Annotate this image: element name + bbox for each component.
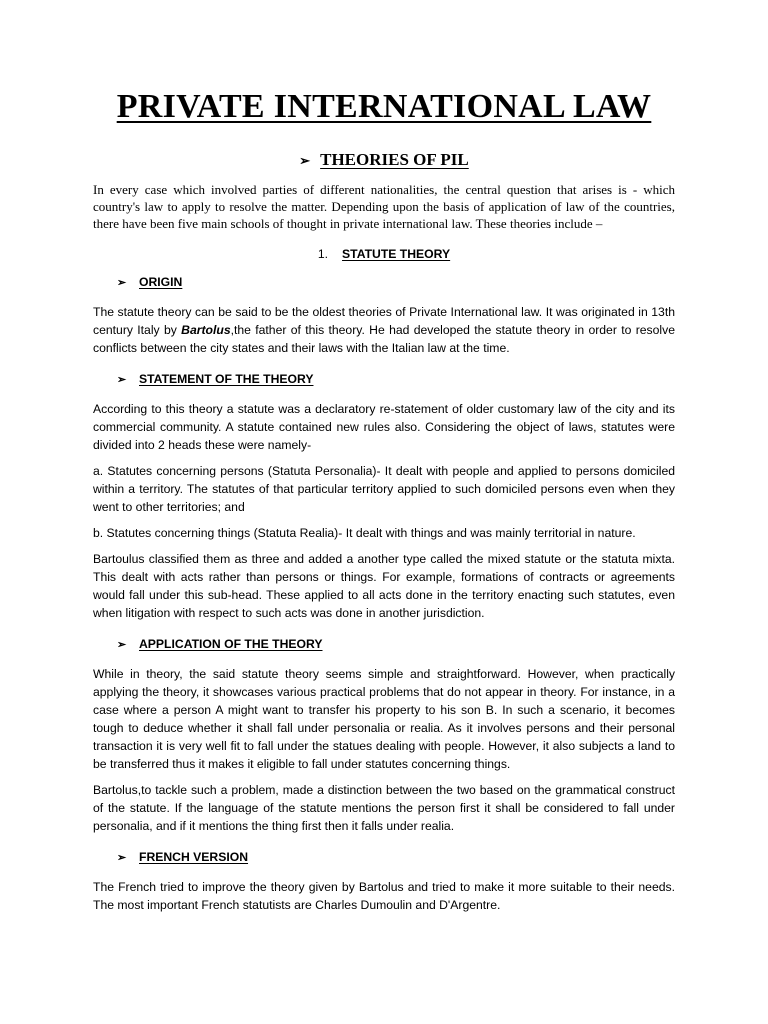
arrow-bullet-icon: ➢: [117, 852, 127, 864]
application-paragraph-1: While in theory, the said statute theory seems simple and straightforward. However, when practically applying the theory, it showcases various practical problems that do not appear in theory. For instance, in a case where a person A might want to transfer his property to his son B. In such a scenario, it becomes tough to deduce whether it shall fall under personalia or realia. As it involves persons and their personal transaction it is very well fit to fall under the statues dealing with people. However, it also subjects a land to be transferred thus it makes it eligible to fall under statutes concerning things.: [93, 667, 675, 771]
theories-heading: [93, 150, 675, 171]
section-statute-theory-heading: [93, 246, 675, 262]
origin-paragraph: [93, 303, 675, 357]
arrow-bullet-icon: ➢: [117, 639, 127, 651]
french-version-heading-text: FRENCH VERSION: [139, 850, 249, 864]
origin-heading-text: ORIGIN: [139, 275, 183, 289]
french-version-paragraph: The French tried to improve the theory given by Bartolus and tried to make it more suitable to their needs. The most important French statutists are Charles Dumoulin and D'Argentre.: [93, 880, 675, 912]
intro-paragraph: In every case which involved parties of different nationalities, the central question that arises is - which country's law to apply to resolve the matter. Depending upon the basis of application of law of the countries, there have been five main schools of thought in private international law. These theories include –: [93, 182, 675, 231]
section-number: 1.: [317, 247, 329, 261]
statement-paragraph-2: a. Statutes concerning persons (Statuta Personalia)- It dealt with people and applied to persons domiciled within a territory. The statutes of that particular territory applied to such domiciled persons even when they went to other territories; and: [93, 464, 675, 514]
statement-heading: [117, 371, 675, 388]
statement-heading-text: STATEMENT OF THE THEORY: [139, 372, 314, 386]
theories-heading-text: THEORIES OF PIL: [320, 150, 469, 169]
application-heading: [117, 636, 675, 653]
french-version-heading: [117, 849, 675, 866]
origin-text-end: ,the father of this theory. He had developed the statute theory in order to resolve conflicts between the city states and their laws with the Italian law at the time.: [93, 323, 675, 355]
application-paragraph-2: Bartolus,to tackle such a problem, made a distinction between the two based on the grammatical construct of the statute. If the language of the statute mentions the person first it shall be considered to fall under personalia, and if it mentions the thing first then it falls under realia.: [93, 783, 675, 833]
arrow-bullet-icon: ➢: [117, 277, 127, 289]
statement-paragraph-4: Bartoulus classified them as three and added a another type called the mixed statute or the statuta mixta. This dealt with acts rather than persons or things. For example, formations of contracts or agreements would fall under this sub-head. These applied to all acts done in the territory enacting such statutes, even when litigation with respect to such acts was done in another jurisdiction.: [93, 552, 675, 620]
origin-heading: [117, 274, 675, 291]
document-title: PRIVATE INTERNATIONAL LAW: [116, 88, 652, 125]
arrow-bullet-icon: ➢: [117, 374, 127, 386]
application-heading-text: APPLICATION OF THE THEORY: [139, 637, 323, 651]
statement-paragraph-3: b. Statutes concerning things (Statuta Realia)- It dealt with things and was mainly territorial in nature.: [93, 526, 636, 540]
origin-text-start: The statute theory can be said to be the oldest theories of Private International law. It was originated in 13th century Italy by: [93, 305, 675, 337]
bartolus-name: Bartolus: [181, 323, 231, 337]
statement-paragraph-1: According to this theory a statute was a declaratory re-statement of older customary law of the city and its commercial community. A statute contained new rules also. Considering the object of laws, statutes were divided into 2 heads these were namely-: [93, 402, 675, 452]
arrow-bullet-icon: ➢: [299, 153, 311, 168]
section-title: STATUTE THEORY: [342, 247, 451, 261]
